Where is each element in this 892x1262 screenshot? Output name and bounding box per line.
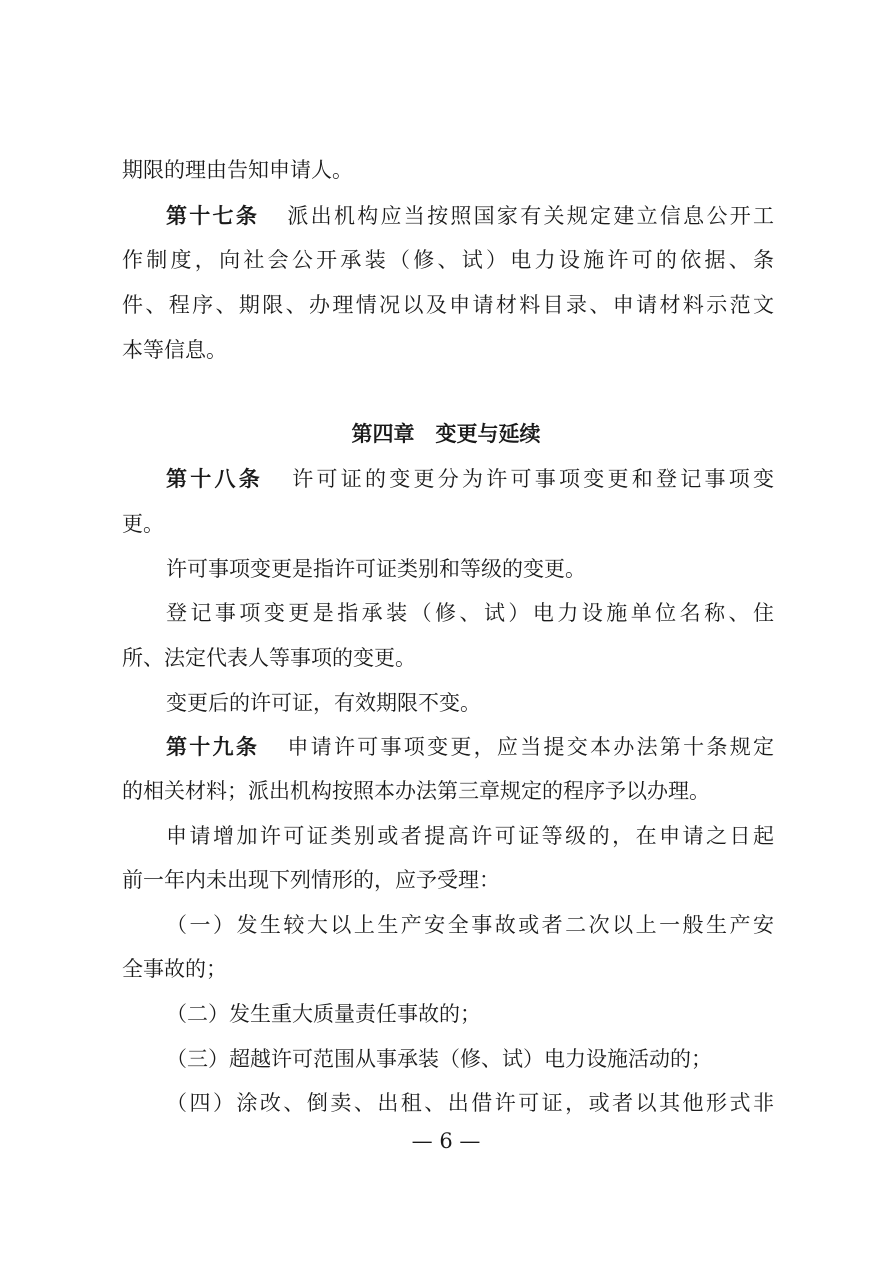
article-17-first-line bbox=[166, 201, 774, 231]
paragraph-line: 前一年内未出现下列情形的，应予受理： bbox=[122, 868, 500, 892]
chapter-heading: 第四章 变更与延续 bbox=[351, 422, 541, 446]
list-item-line: （三）超越许可范围从事承装（修、试）电力设施活动的； bbox=[166, 1047, 712, 1071]
list-item-line: 全事故的； bbox=[122, 957, 227, 981]
list-item-line: （四）涂改、倒卖、出租、出借许可证，或者以其他形式非 bbox=[166, 1091, 774, 1115]
article-label: 第十七条 bbox=[166, 204, 260, 228]
page-number: — 6 — bbox=[411, 1129, 481, 1153]
article-text: 派出机构应当按照国家有关规定建立信息公开工 bbox=[285, 204, 775, 228]
paragraph-line: 本等信息。 bbox=[122, 338, 227, 362]
article-label: 第十八条 bbox=[166, 467, 263, 491]
article-text: 许可证的变更分为许可事项变更和登记事项变 bbox=[289, 467, 774, 491]
paragraph-line: 登记事项变更是指承装（修、试）电力设施单位名称、住 bbox=[166, 601, 774, 625]
list-item-line: （二）发生重大质量责任事故的； bbox=[166, 1002, 481, 1026]
paragraph-line: 所、法定代表人等事项的变更。 bbox=[122, 646, 416, 670]
paragraph-line: 申请增加许可证类别或者提高许可证等级的，在申请之日起 bbox=[166, 824, 774, 848]
paragraph-line: 期限的理由告知申请人。 bbox=[122, 158, 353, 182]
paragraph-line: 许可事项变更是指许可证类别和等级的变更。 bbox=[166, 557, 586, 581]
article-label: 第十九条 bbox=[166, 735, 260, 759]
paragraph-line: 更。 bbox=[122, 512, 164, 536]
paragraph-line: 的相关材料；派出机构按照本办法第三章规定的程序予以办理。 bbox=[122, 779, 710, 803]
article-text: 申请许可事项变更，应当提交本办法第十条规定 bbox=[285, 735, 775, 759]
list-item-line: （一）发生较大以上生产安全事故或者二次以上一般生产安 bbox=[166, 913, 774, 937]
paragraph-line: 作制度，向社会公开承装（修、试）电力设施许可的依据、条 bbox=[122, 248, 774, 272]
paragraph-line: 变更后的许可证，有效期限不变。 bbox=[166, 691, 481, 715]
article-19-first-line bbox=[166, 732, 774, 762]
article-18-first-line bbox=[166, 464, 774, 494]
paragraph-line: 件、程序、期限、办理情况以及申请材料目录、申请材料示范文 bbox=[122, 293, 774, 317]
